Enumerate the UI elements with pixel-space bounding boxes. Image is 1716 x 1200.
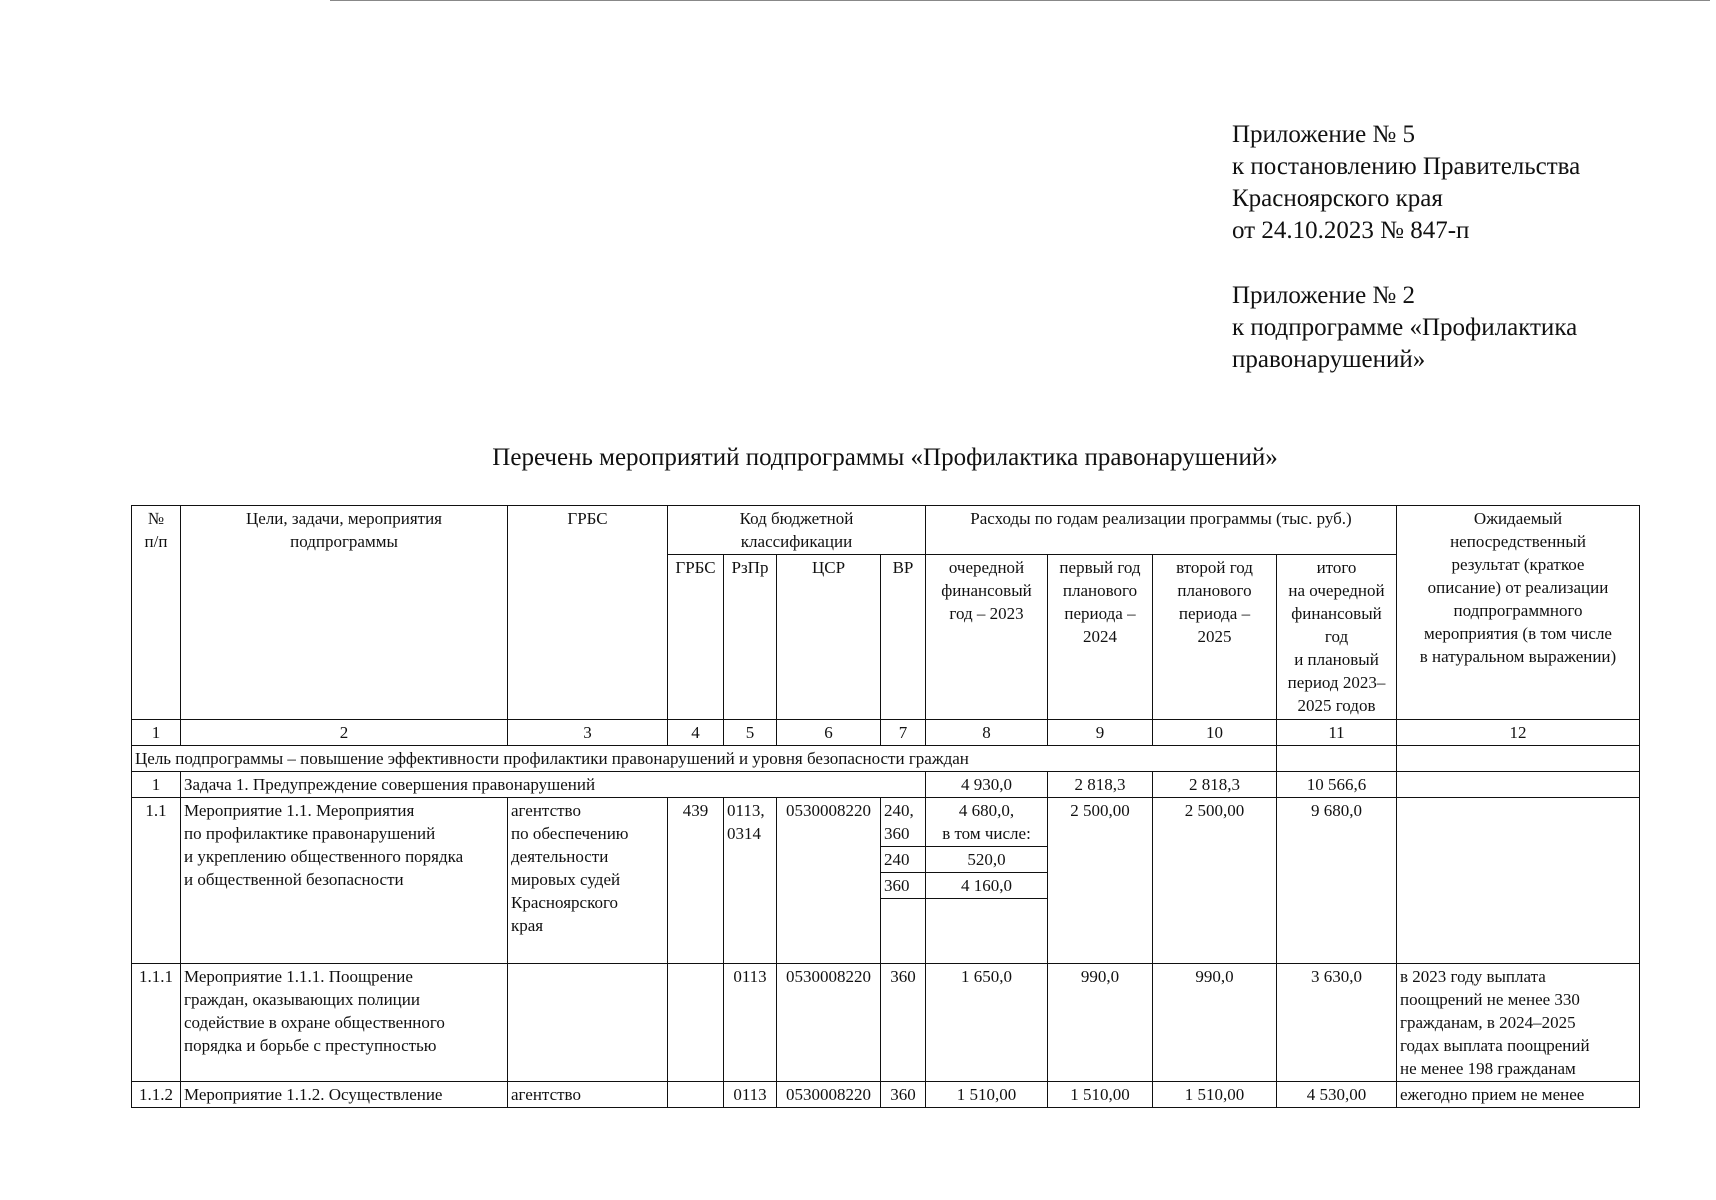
row-1-1-2-grbs-code bbox=[668, 1082, 724, 1108]
row-1-1-vr-main: 240, 360 bbox=[881, 798, 926, 847]
col-number-11: 11 bbox=[1277, 720, 1397, 746]
header-year-2025: второй год планового периода – 2025 bbox=[1153, 555, 1277, 720]
col-number-5: 5 bbox=[724, 720, 777, 746]
header-expenses: Расходы по годам реализации программы (тыс. руб.) bbox=[926, 506, 1397, 555]
row-1-1-grbs-name: агентство по обеспечению деятельности мировых судей Красноярского края bbox=[508, 798, 668, 964]
goal-total-empty bbox=[1277, 746, 1397, 772]
row-1-1-1-result: в 2023 году выплата поощрений не менее 330 гражданам, в 2024–2025 годах выплата поощрений не менее 198 гражданам bbox=[1397, 964, 1640, 1082]
row-1-1-1-total: 3 630,0 bbox=[1277, 964, 1397, 1082]
task-num: 1 bbox=[132, 772, 181, 798]
row-1-1-2-2024: 1 510,00 bbox=[1048, 1082, 1153, 1108]
row-1-1-vr-sub1: 240 bbox=[881, 847, 926, 873]
row-1-1-1-grbs-code bbox=[668, 964, 724, 1082]
row-1-1-2025: 2 500,00 bbox=[1153, 798, 1277, 964]
header-grbs: ГРБС bbox=[508, 506, 668, 720]
col-number-12: 12 bbox=[1397, 720, 1640, 746]
row-1-1-2024: 2 500,00 bbox=[1048, 798, 1153, 964]
row-1-1-2023-sub1: 520,0 bbox=[926, 847, 1048, 873]
appendix-5-line4: от 24.10.2023 № 847-п bbox=[1232, 217, 1470, 244]
row-1-1-vr-sub2: 360 bbox=[881, 873, 926, 899]
row-1-1-2-rzpr: 0113 bbox=[724, 1082, 777, 1108]
header-num: № п/п bbox=[132, 506, 181, 720]
row-1-1-rzpr: 0113, 0314 bbox=[724, 798, 777, 964]
row-1-1-2-result: ежегодно прием не менее bbox=[1397, 1082, 1640, 1108]
row-1-1-1-grbs-name bbox=[508, 964, 668, 1082]
header-year-2024: первый год планового периода – 2024 bbox=[1048, 555, 1153, 720]
task-2023: 4 930,0 bbox=[926, 772, 1048, 798]
row-1-1-1-csr: 0530008220 bbox=[777, 964, 881, 1082]
task-row bbox=[132, 772, 1640, 798]
col-number-6: 6 bbox=[777, 720, 881, 746]
header-sub-grbs: ГРБС bbox=[668, 555, 724, 720]
col-number-9: 9 bbox=[1048, 720, 1153, 746]
appendix-2-block bbox=[1232, 280, 1577, 376]
goal-result-empty bbox=[1397, 746, 1640, 772]
row-1-1-1-rzpr: 0113 bbox=[724, 964, 777, 1082]
top-border-line bbox=[330, 0, 1710, 1]
col-number-1: 1 bbox=[132, 720, 181, 746]
appendix-2-line3: правонарушений» bbox=[1232, 346, 1426, 373]
row-1-1-1-2024: 990,0 bbox=[1048, 964, 1153, 1082]
row-1-1-csr: 0530008220 bbox=[777, 798, 881, 964]
row-1-1-2023-empty bbox=[926, 899, 1048, 964]
col-number-3: 3 bbox=[508, 720, 668, 746]
header-sub-csr: ЦСР bbox=[777, 555, 881, 720]
table-row bbox=[132, 798, 1640, 847]
col-number-2: 2 bbox=[181, 720, 508, 746]
header-row-1 bbox=[132, 506, 1640, 555]
appendix-5-line2: к постановлению Правительства bbox=[1232, 153, 1581, 180]
task-2025: 2 818,3 bbox=[1153, 772, 1277, 798]
row-1-1-1-name: Мероприятие 1.1.1. Поощрение граждан, оказывающих полиции содействие в охране общественного порядка и борьбе с преступностью bbox=[181, 964, 508, 1082]
row-1-1-2-2023: 1 510,00 bbox=[926, 1082, 1048, 1108]
row-1-1-1-vr: 360 bbox=[881, 964, 926, 1082]
row-1-1-grbs-code: 439 bbox=[668, 798, 724, 964]
col-number-4: 4 bbox=[668, 720, 724, 746]
header-sub-rzpr: РзПр bbox=[724, 555, 777, 720]
appendix-5-title: Приложение № 5 bbox=[1232, 121, 1416, 148]
row-1-1-total: 9 680,0 bbox=[1277, 798, 1397, 964]
row-1-1-1-2025: 990,0 bbox=[1153, 964, 1277, 1082]
row-1-1-2-num: 1.1.2 bbox=[132, 1082, 181, 1108]
header-budget-code: Код бюджетной классификации bbox=[668, 506, 926, 555]
header-sub-vr: ВР bbox=[881, 555, 926, 720]
row-1-1-2-grbs-name: агентство bbox=[508, 1082, 668, 1108]
row-1-1-num: 1.1 bbox=[132, 798, 181, 964]
task-total: 10 566,6 bbox=[1277, 772, 1397, 798]
column-numbers-row bbox=[132, 720, 1640, 746]
goal-text: Цель подпрограммы – повышение эффективности профилактики правонарушений и уровня безопасности граждан bbox=[132, 746, 1277, 772]
row-1-1-1-num: 1.1.1 bbox=[132, 964, 181, 1082]
row-1-1-2-vr: 360 bbox=[881, 1082, 926, 1108]
header-total: итого на очередной финансовый год и плановый период 2023– 2025 годов bbox=[1277, 555, 1397, 720]
col-number-8: 8 bbox=[926, 720, 1048, 746]
row-1-1-result bbox=[1397, 798, 1640, 964]
col-number-7: 7 bbox=[881, 720, 926, 746]
row-1-1-1-2023: 1 650,0 bbox=[926, 964, 1048, 1082]
col-number-10: 10 bbox=[1153, 720, 1277, 746]
row-1-1-vr-empty bbox=[881, 899, 926, 964]
row-1-1-2-total: 4 530,00 bbox=[1277, 1082, 1397, 1108]
task-result-empty bbox=[1397, 772, 1640, 798]
row-1-1-2-csr: 0530008220 bbox=[777, 1082, 881, 1108]
activities-table bbox=[131, 505, 1640, 1108]
task-text: Задача 1. Предупреждение совершения правонарушений bbox=[181, 772, 926, 798]
header-goals: Цели, задачи, мероприятия подпрограммы bbox=[181, 506, 508, 720]
table-row bbox=[132, 964, 1640, 1082]
row-1-1-2023-main: 4 680,0, в том числе: bbox=[926, 798, 1048, 847]
header-year-2023: очередной финансовый год – 2023 bbox=[926, 555, 1048, 720]
table-row bbox=[132, 1082, 1640, 1108]
document-title: Перечень мероприятий подпрограммы «Профилактика правонарушений» bbox=[492, 444, 1278, 471]
row-1-1-2-name: Мероприятие 1.1.2. Осуществление bbox=[181, 1082, 508, 1108]
row-1-1-2-2025: 1 510,00 bbox=[1153, 1082, 1277, 1108]
goal-row bbox=[132, 746, 1640, 772]
header-result: Ожидаемый непосредственный результат (краткое описание) от реализации подпрограммного мероприятия (в том числе в натуральном выражении) bbox=[1397, 506, 1640, 720]
row-1-1-2023-sub2: 4 160,0 bbox=[926, 873, 1048, 899]
appendix-5-block bbox=[1232, 119, 1580, 247]
row-1-1-name: Мероприятие 1.1. Мероприятия по профилактике правонарушений и укреплению общественного порядка и общественной безопасности bbox=[181, 798, 508, 964]
task-2024: 2 818,3 bbox=[1048, 772, 1153, 798]
appendix-5-line3: Красноярского края bbox=[1232, 185, 1443, 212]
appendix-2-title: Приложение № 2 bbox=[1232, 282, 1416, 309]
appendix-2-line2: к подпрограмме «Профилактика bbox=[1232, 314, 1578, 341]
